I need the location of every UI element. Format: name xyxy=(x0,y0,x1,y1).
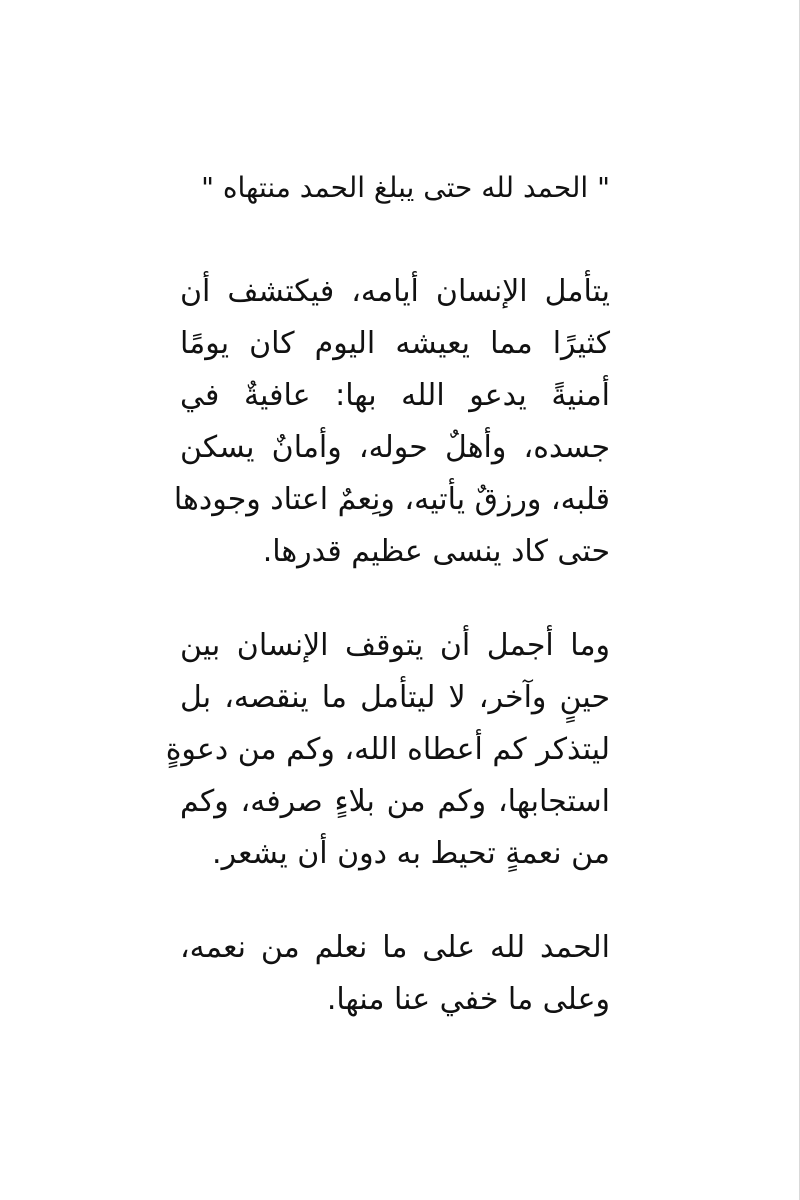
paragraph-line: وعلى ما خفي عنا منها. xyxy=(326,982,610,1017)
paragraph-line: وما أجمل أن يتوقف الإنسان بين xyxy=(180,628,610,663)
paragraph-line: قلبه، ورزقٌ يأتيه، ونِعمٌ اعتاد وجودها xyxy=(173,482,610,517)
paragraph-line: من نعمةٍ تحيط به دون أن يشعر. xyxy=(212,836,610,871)
paragraph-line: استجابها، وكم من بلاءٍ صرفه، وكم xyxy=(180,784,610,819)
paragraph-line: جسده، وأهلٌ حوله، وأمانٌ يسكن xyxy=(180,430,610,465)
paragraph-3 xyxy=(180,922,610,1026)
paragraph-line: حينٍ وآخر، لا ليتأمل ما ينقصه، بل xyxy=(180,680,610,715)
paragraph-line: يتأمل الإنسان أيامه، فيكتشف أن xyxy=(180,274,610,309)
paragraph-line: الحمد لله على ما نعلم من نعمه، xyxy=(180,930,610,965)
paragraph-line: أمنيةً يدعو الله بها: عافيةٌ في xyxy=(180,378,610,413)
paragraph-line: ليتذكر كم أعطاه الله، وكم من دعوةٍ xyxy=(165,732,610,767)
quote-block xyxy=(180,164,610,212)
quote-line: " الحمد لله حتى يبلغ الحمد منتهاه " xyxy=(201,171,610,204)
paragraph-1 xyxy=(173,266,610,578)
paragraph-line: حتى كاد ينسى عظيم قدرها. xyxy=(262,534,610,569)
paragraph-2 xyxy=(165,620,610,880)
paragraph-line: كثيرًا مما يعيشه اليوم كان يومًا xyxy=(180,326,610,361)
